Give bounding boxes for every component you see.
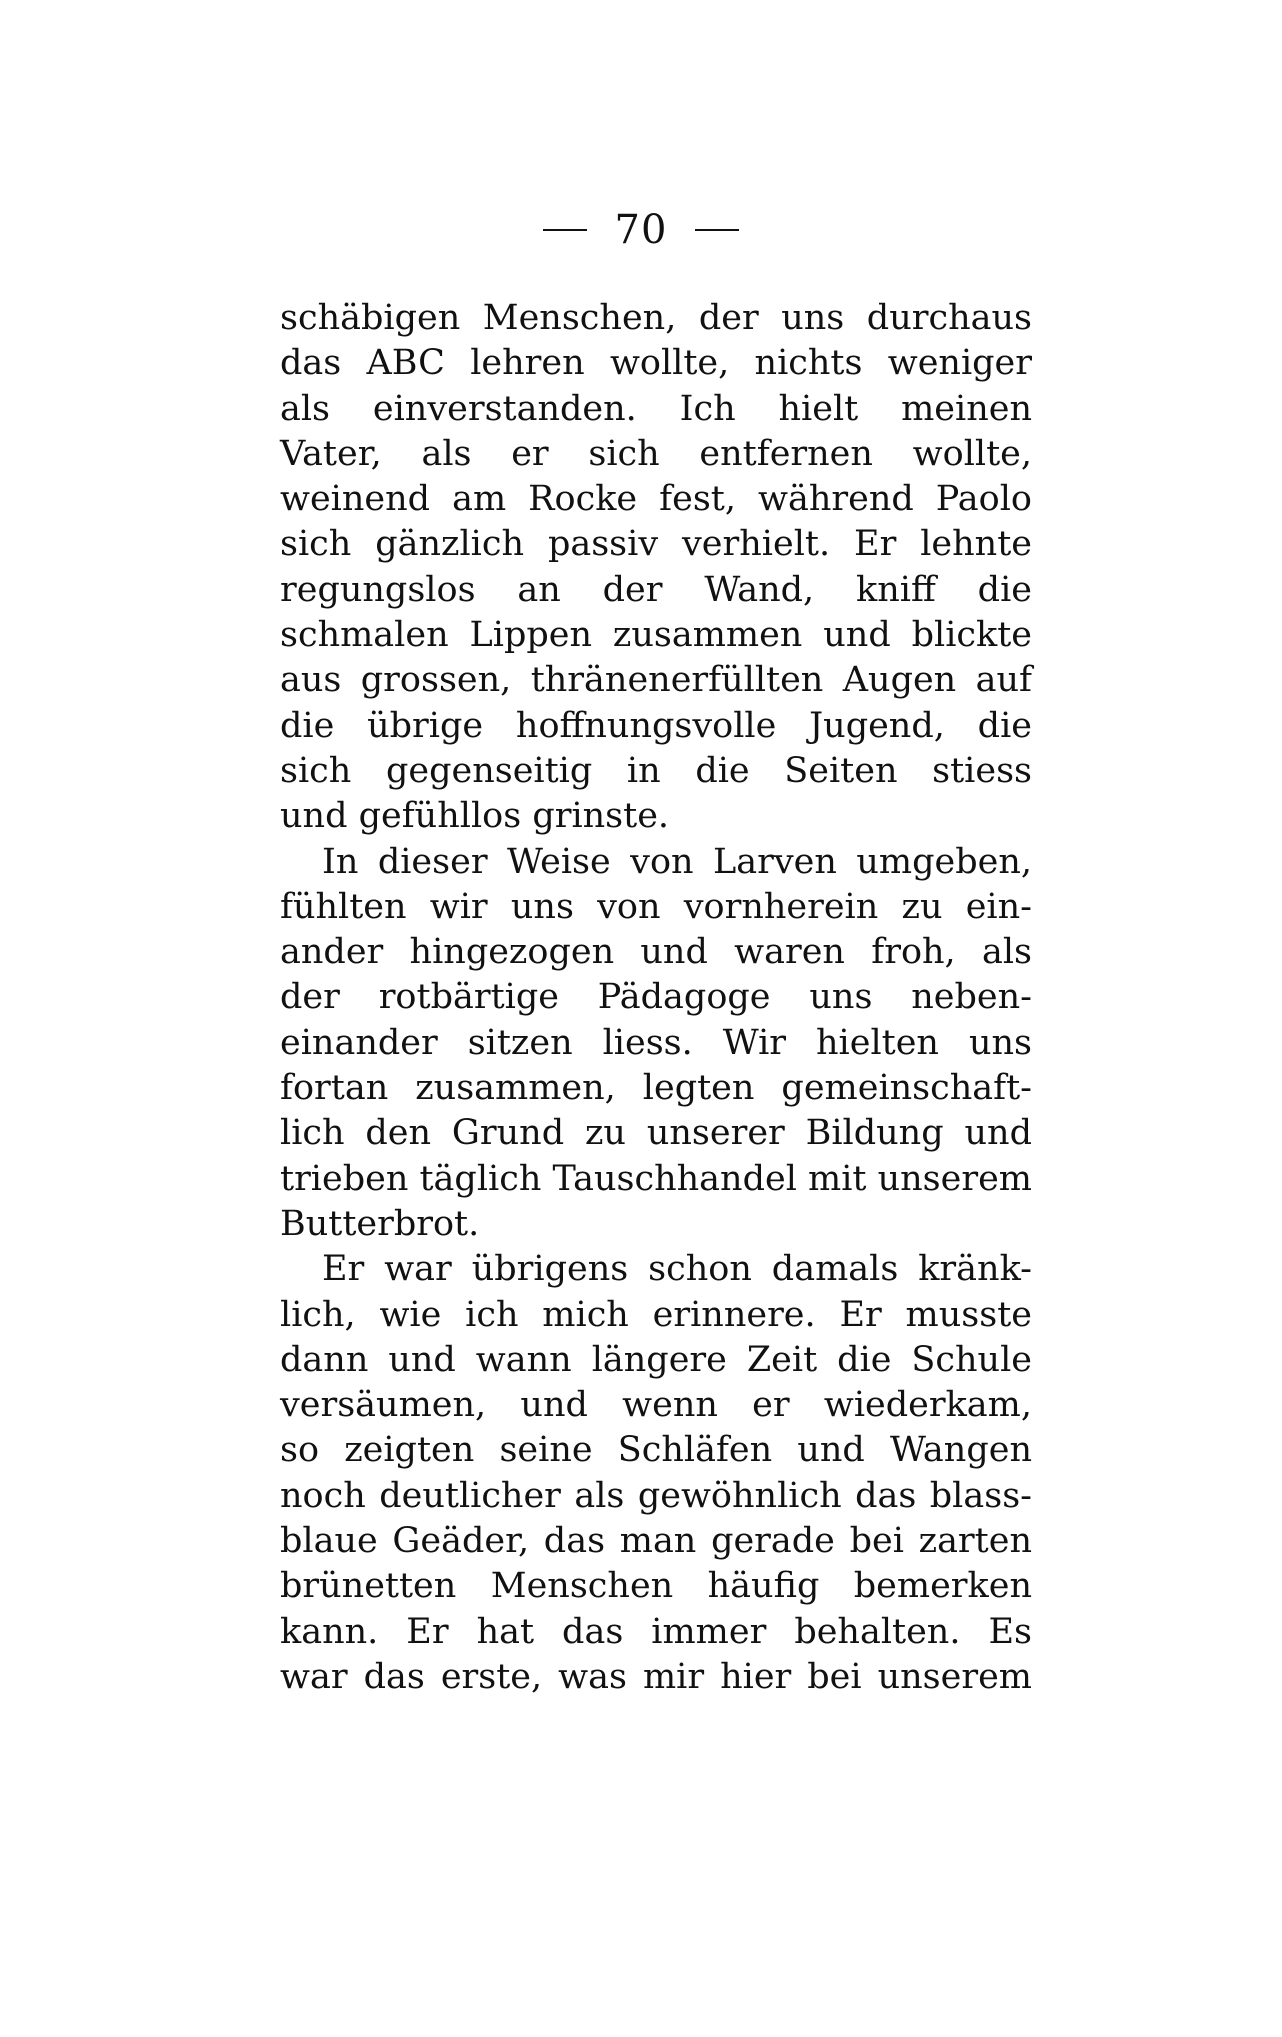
text-line: fortan zusammen, legten gemeinschaft- [280,1068,1032,1109]
text-line: sich gegenseitig in die Seiten stiess [280,750,1032,791]
text-line: ander hingezogen und waren froh, als [280,932,1032,973]
text-line: brünetten Menschen häufig bemerken [280,1566,1032,1607]
paragraph-end-line: Butterbrot. [280,1203,480,1244]
text-line: der rotbärtige Pädagoge uns neben- [280,977,1032,1018]
text-line: als einverstanden. Ich hielt meinen [280,388,1032,429]
body-text [280,296,1032,1700]
text-line: trieben täglich Tauschhandel mit unserem [280,1158,1032,1199]
paragraph-start-line: In dieser Weise von Larven umgeben, [322,841,1032,882]
text-line: so zeigten seine Schläfen und Wangen [280,1430,1032,1471]
text-line: einander sitzen liess. Wir hielten uns [280,1022,1032,1063]
text-line: war das erste, was mir hier bei unserem [280,1656,1032,1697]
text-line: Vater, als er sich entfernen wollte, [280,433,1032,474]
paragraph-start-line: Er war übrigens schon damals kränk- [322,1249,1032,1290]
text-line: lich den Grund zu unserer Bildung und [280,1113,1032,1154]
text-line: kann. Er hat das immer behalten. Es [280,1611,1032,1652]
text-line: sich gänzlich passiv verhielt. Er lehnte [280,524,1032,565]
text-line: dann und wann längere Zeit die Schule [280,1339,1032,1380]
text-line: regungslos an der Wand, kniff die [280,569,1032,610]
text-line: versäumen, und wenn er wiederkam, [280,1385,1032,1426]
left-dash [543,229,587,231]
text-line: schmalen Lippen zusammen und blickte [280,615,1032,656]
text-line: aus grossen, thränenerfüllten Augen auf [280,660,1032,701]
page-number [0,206,1282,254]
text-line: schäbigen Menschen, der uns durchaus [280,298,1032,338]
right-dash [695,229,739,231]
paragraph-end-line: und gefühllos grinste. [280,796,670,837]
text-line: die übrige hoffnungsvolle Jugend, die [280,705,1032,746]
page-number-value: 70 [614,207,668,253]
text-line: lich, wie ich mich erinnere. Er musste [280,1294,1032,1335]
text-line: weinend am Rocke fest, während Paolo [280,479,1032,520]
text-line: das ABC lehren wollte, nichts weniger [280,343,1032,384]
text-line: fühlten wir uns von vornherein zu ein- [280,886,1032,927]
text-line: noch deutlicher als gewöhnlich das blass- [280,1475,1032,1516]
text-line: blaue Geäder, das man gerade bei zarten [280,1521,1032,1562]
